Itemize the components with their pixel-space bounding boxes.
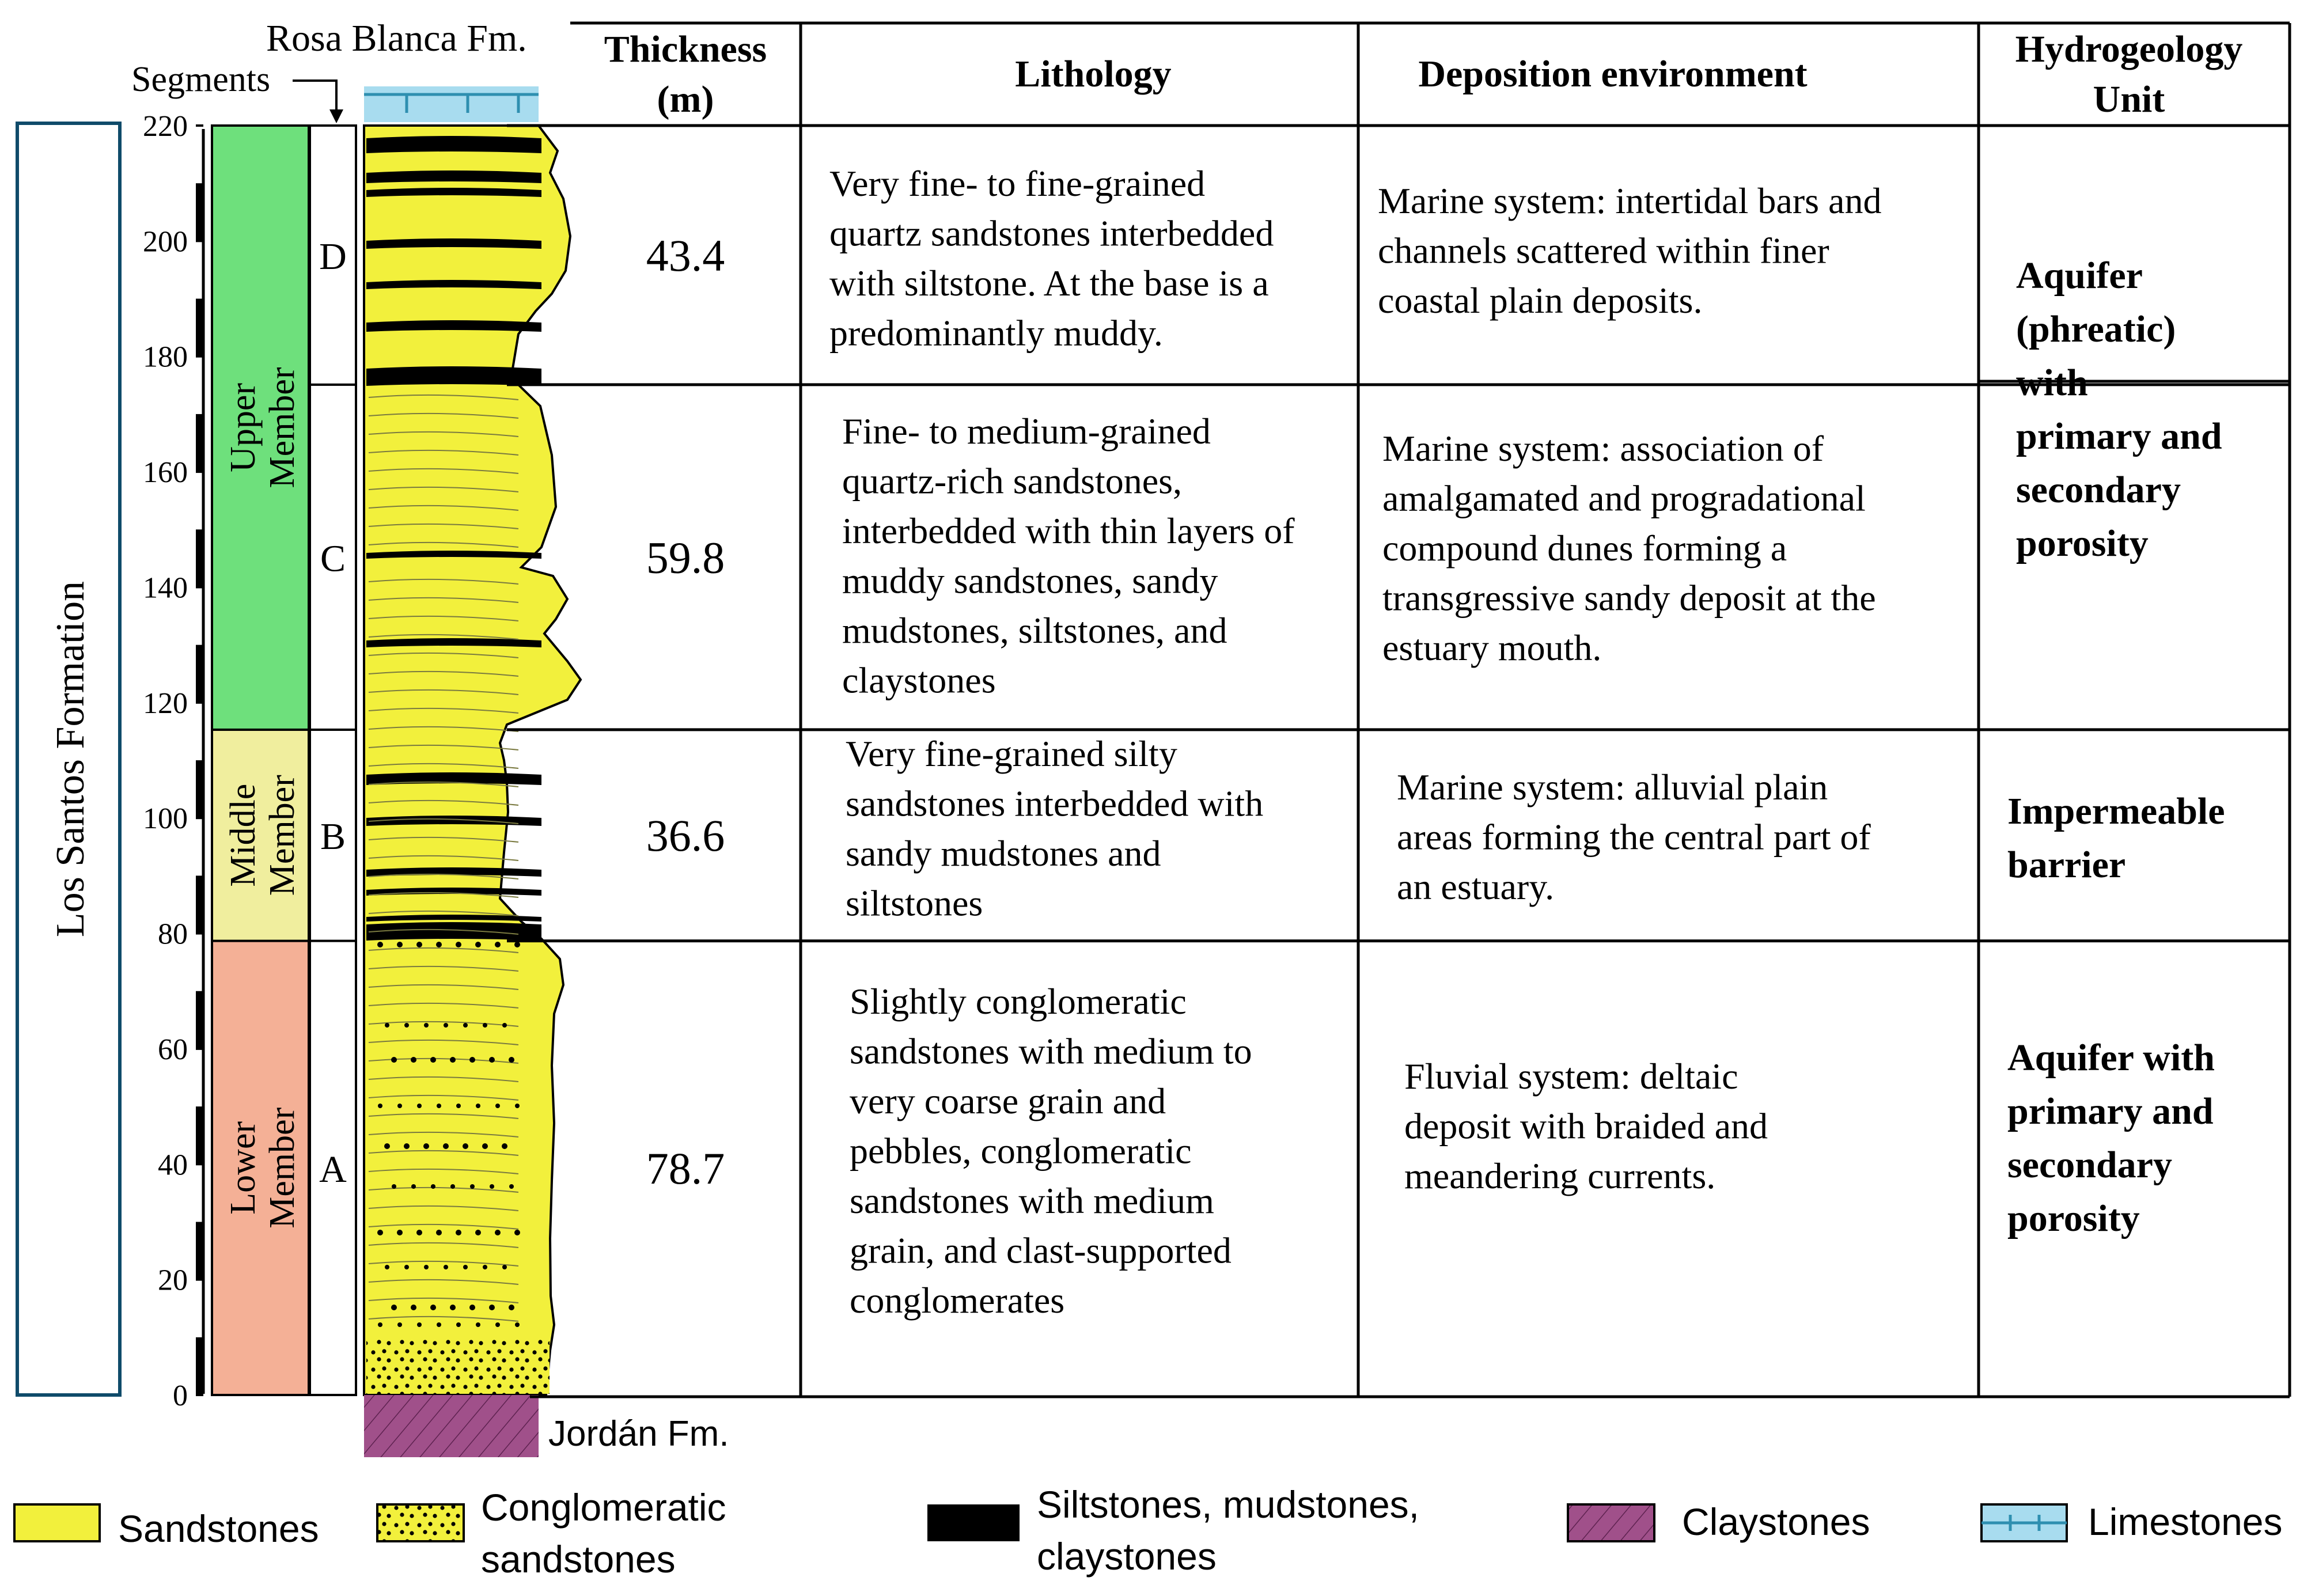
axis-scale-bar xyxy=(196,875,203,933)
pebble xyxy=(456,942,461,947)
pebble xyxy=(450,1305,456,1310)
pebble xyxy=(456,1104,461,1108)
lithology-line: mudstones, siltstones, and xyxy=(842,610,1227,651)
pebble xyxy=(404,1143,410,1149)
hydro-unit-line: with xyxy=(2016,362,2088,404)
legend-label-sandstone: Sandstones xyxy=(118,1507,319,1550)
axis-tick-label: 40 xyxy=(158,1148,188,1182)
pebble xyxy=(463,1265,468,1269)
limestone-cap xyxy=(364,86,539,122)
hydro-unit-line: secondary xyxy=(2007,1144,2172,1186)
rosa-blanca-label: Rosa Blanca Fm. xyxy=(266,17,527,59)
legend-swatch-siltstone xyxy=(927,1504,1020,1541)
pebble xyxy=(514,942,520,947)
axis-tick-label: 220 xyxy=(143,110,188,143)
thickness-header-line2: (m) xyxy=(657,78,714,120)
conglomerate-base xyxy=(366,1339,550,1394)
pebble xyxy=(416,942,422,947)
pebble xyxy=(430,1305,436,1310)
lithology-line: pebbles, conglomeratic xyxy=(850,1130,1192,1172)
axis-scale-bar xyxy=(196,183,203,241)
pebble xyxy=(384,1143,390,1149)
segments-label: Segments xyxy=(131,60,271,99)
pebble xyxy=(436,942,442,947)
pebble xyxy=(495,1104,500,1108)
siltstone-bed xyxy=(366,170,541,183)
lithology-line: sandy mudstones and xyxy=(846,833,1161,874)
pebble xyxy=(411,1057,416,1063)
environment-line: areas forming the central part of xyxy=(1397,816,1871,858)
pebble xyxy=(377,942,383,947)
hydro-unit-line: primary and xyxy=(2016,415,2222,457)
pebble xyxy=(475,1230,481,1235)
segment-label: C xyxy=(320,537,346,580)
member-label-line1: Lower xyxy=(223,1121,263,1215)
axis-tick-label: 100 xyxy=(143,802,188,836)
lithology-line: very coarse grain and xyxy=(850,1081,1166,1121)
depth-axis xyxy=(143,110,203,1412)
hydro-unit-line: Impermeable xyxy=(2007,790,2225,832)
legend-label-claystone: Claystones xyxy=(1682,1500,1870,1543)
axis-tick-label: 140 xyxy=(143,571,188,605)
environment-line: estuary mouth. xyxy=(1382,627,1602,668)
lithology-line: sandstones with medium to xyxy=(850,1030,1252,1072)
pebble xyxy=(417,1322,422,1327)
hydro-unit-line: porosity xyxy=(2016,522,2149,564)
legend-label-limestone: Limestones xyxy=(2088,1500,2283,1543)
siltstone-bed xyxy=(366,922,541,941)
member-label xyxy=(223,775,302,896)
pebble xyxy=(436,1230,442,1235)
pebble xyxy=(482,1143,488,1149)
lithology-line: interbedded with thin layers of xyxy=(842,510,1295,551)
pebble xyxy=(444,1023,448,1028)
pebble xyxy=(509,1184,514,1189)
environment-line: amalgamated and progradational xyxy=(1382,477,1866,519)
axis-tick-label: 60 xyxy=(158,1033,188,1066)
hydro-header-line1: Hydrogeology xyxy=(2015,28,2243,70)
legend-swatch-sandstone xyxy=(14,1504,100,1541)
member-label-line2: Member xyxy=(263,367,302,488)
pebble xyxy=(463,1023,468,1028)
axis-tick-label: 0 xyxy=(173,1379,188,1412)
segment-label: A xyxy=(319,1148,347,1191)
axis-scale-bar xyxy=(196,414,203,472)
member-label-line1: Middle xyxy=(223,783,263,887)
pebble xyxy=(515,1322,520,1327)
environment-line: transgressive sandy deposit at the xyxy=(1382,577,1876,619)
pebble xyxy=(397,1322,402,1327)
pebble xyxy=(450,1184,455,1189)
pebble xyxy=(397,1230,403,1235)
pebble xyxy=(469,1057,475,1063)
legend-label-siltstone-1: Siltstones, mudstones, xyxy=(1037,1483,1419,1526)
jordan-claystone xyxy=(364,1395,539,1457)
pebble xyxy=(377,1230,383,1235)
lithology-line: with siltstone. At the base is a xyxy=(829,263,1269,304)
legend-label-conglomeratic-1: Conglomeratic xyxy=(481,1486,726,1529)
pebble xyxy=(495,1322,500,1327)
lithology-line: Very fine- to fine-grained xyxy=(829,163,1206,204)
pebble xyxy=(431,1184,435,1189)
environment-line: coastal plain deposits. xyxy=(1378,280,1703,321)
pebble xyxy=(456,1230,461,1235)
pebble xyxy=(502,1023,507,1028)
axis-tick-label: 180 xyxy=(143,340,188,374)
thickness-value: 43.4 xyxy=(646,230,725,280)
axis-scale-bar xyxy=(196,1222,203,1279)
lithology-line: Very fine-grained silty xyxy=(846,733,1177,774)
pebble xyxy=(514,1230,520,1235)
segment-label: B xyxy=(320,816,346,858)
pebble xyxy=(391,1305,397,1310)
pebble xyxy=(490,1184,494,1189)
pebble xyxy=(411,1184,416,1189)
pebble xyxy=(463,1143,468,1149)
pebble xyxy=(495,942,501,947)
lithology-line: claystones xyxy=(842,659,996,701)
siltstone-bed xyxy=(366,320,541,332)
member-label-line2: Member xyxy=(263,775,302,896)
axis-scale-bar xyxy=(196,1106,203,1164)
lithologic-column xyxy=(364,86,581,1457)
lithology-line: predominantly muddy. xyxy=(829,312,1163,354)
pebble xyxy=(385,1023,389,1028)
environment-line: Fluvial system: deltaic xyxy=(1404,1056,1738,1097)
environment-line: channels scattered within finer xyxy=(1378,230,1829,271)
pebble xyxy=(470,1184,475,1189)
hydro-unit-line: barrier xyxy=(2007,844,2126,886)
pebble xyxy=(392,1184,396,1189)
pebble xyxy=(476,1322,480,1327)
member-label-line1: Upper xyxy=(223,382,263,472)
hydro-unit-line: Aquifer with xyxy=(2007,1037,2215,1079)
pebble xyxy=(456,1322,461,1327)
deposition-header: Deposition environment xyxy=(1418,53,1808,95)
pebble xyxy=(397,942,403,947)
pebble xyxy=(378,1104,382,1108)
pebble xyxy=(489,1305,495,1310)
pebble xyxy=(424,1265,429,1269)
member-label xyxy=(223,367,302,488)
axis-scale-bar xyxy=(196,760,203,818)
lithology-line: quartz sandstones interbedded xyxy=(829,213,1274,254)
pebble xyxy=(502,1143,507,1149)
hydro-unit-line: (phreatic) xyxy=(2016,308,2176,350)
axis-tick-label: 20 xyxy=(158,1264,188,1297)
pebble xyxy=(411,1305,416,1310)
siltstone-bed xyxy=(366,366,541,386)
pebble xyxy=(469,1305,475,1310)
pebble xyxy=(385,1265,389,1269)
pebble xyxy=(437,1104,441,1108)
hydro-unit-line: primary and xyxy=(2007,1090,2214,1132)
siltstone-bed xyxy=(366,136,541,153)
axis-scale-bar xyxy=(196,1337,203,1395)
thickness-header-line1: Thickness xyxy=(604,28,767,70)
member-label-line2: Member xyxy=(263,1107,302,1229)
hydro-header-line2: Unit xyxy=(2093,78,2165,120)
axis-tick-label: 120 xyxy=(143,687,188,720)
legend-swatch-claystone xyxy=(1568,1504,1654,1541)
pebble xyxy=(423,1143,429,1149)
lithology-header: Lithology xyxy=(1015,53,1172,95)
hydro-unit-line: secondary xyxy=(2016,469,2181,511)
axis-scale-bar xyxy=(196,299,203,357)
member-label xyxy=(223,1107,302,1228)
axis-tick-label: 160 xyxy=(143,456,188,490)
segment-label: D xyxy=(319,235,347,278)
environment-line: compound dunes forming a xyxy=(1382,528,1787,568)
pebble xyxy=(416,1230,422,1235)
pebble xyxy=(391,1057,397,1063)
legend-label-siltstone-2: claystones xyxy=(1037,1535,1217,1578)
thickness-value: 59.8 xyxy=(646,532,725,583)
sandstone-body xyxy=(364,126,581,1395)
environment-line: Marine system: intertidal bars and xyxy=(1378,180,1882,221)
lithology-line: sandstones with medium xyxy=(850,1180,1214,1221)
pebble xyxy=(483,1023,487,1028)
hydro-unit-line: Aquifer xyxy=(2016,255,2143,297)
thickness-value: 78.7 xyxy=(646,1143,725,1193)
pebble xyxy=(450,1057,456,1063)
pebble xyxy=(444,1265,448,1269)
legend-label-conglomeratic-2: sandstones xyxy=(481,1538,676,1580)
axis-tick-label: 200 xyxy=(143,225,188,259)
formation-label: Los Santos Formation xyxy=(48,581,93,938)
pebble xyxy=(417,1104,422,1108)
axis-scale-bar xyxy=(196,645,203,703)
legend-swatch-conglomeratic xyxy=(377,1504,464,1541)
environment-line: Marine system: alluvial plain xyxy=(1397,767,1828,808)
pebble xyxy=(489,1057,495,1063)
pebble xyxy=(424,1023,429,1028)
table-grid xyxy=(507,23,2290,1397)
lithology-line: siltstones xyxy=(846,882,983,924)
thickness-value: 36.6 xyxy=(646,810,725,861)
lithology-line: Slightly conglomeratic xyxy=(850,981,1187,1022)
pebble xyxy=(502,1265,507,1269)
pebble xyxy=(476,1104,480,1108)
pebble xyxy=(404,1023,409,1028)
pebble xyxy=(509,1305,514,1310)
environment-line: an estuary. xyxy=(1397,866,1555,907)
axis-scale-bar xyxy=(196,991,203,1049)
environment-line: meandering currents. xyxy=(1404,1155,1716,1196)
pebble xyxy=(483,1265,487,1269)
environment-line: Marine system: association of xyxy=(1382,428,1824,469)
segments-arrowhead xyxy=(329,109,343,123)
environment-line: deposit with braided and xyxy=(1404,1105,1768,1147)
axis-scale-bar xyxy=(196,529,203,587)
lithology-line: Fine- to medium-grained xyxy=(842,411,1211,452)
pebble xyxy=(378,1322,382,1327)
lithology-line: quartz-rich sandstones, xyxy=(842,460,1183,502)
pebble xyxy=(437,1322,441,1327)
hydro-unit-line: porosity xyxy=(2007,1197,2140,1239)
pebble xyxy=(397,1104,402,1108)
pebble xyxy=(515,1104,520,1108)
lithology-line: sandstones interbedded with xyxy=(846,783,1264,824)
lithology-line: conglomerates xyxy=(850,1280,1065,1321)
axis-tick-label: 80 xyxy=(158,918,188,951)
pebble xyxy=(475,942,481,947)
pebble xyxy=(495,1230,501,1235)
pebble xyxy=(430,1057,436,1063)
pebble xyxy=(509,1057,514,1063)
pebble xyxy=(404,1265,409,1269)
pebble xyxy=(443,1143,449,1149)
jordan-label: Jordán Fm. xyxy=(548,1414,729,1454)
lithology-line: grain, and clast-supported xyxy=(850,1230,1232,1271)
lithology-line: muddy sandstones, sandy xyxy=(842,560,1218,601)
